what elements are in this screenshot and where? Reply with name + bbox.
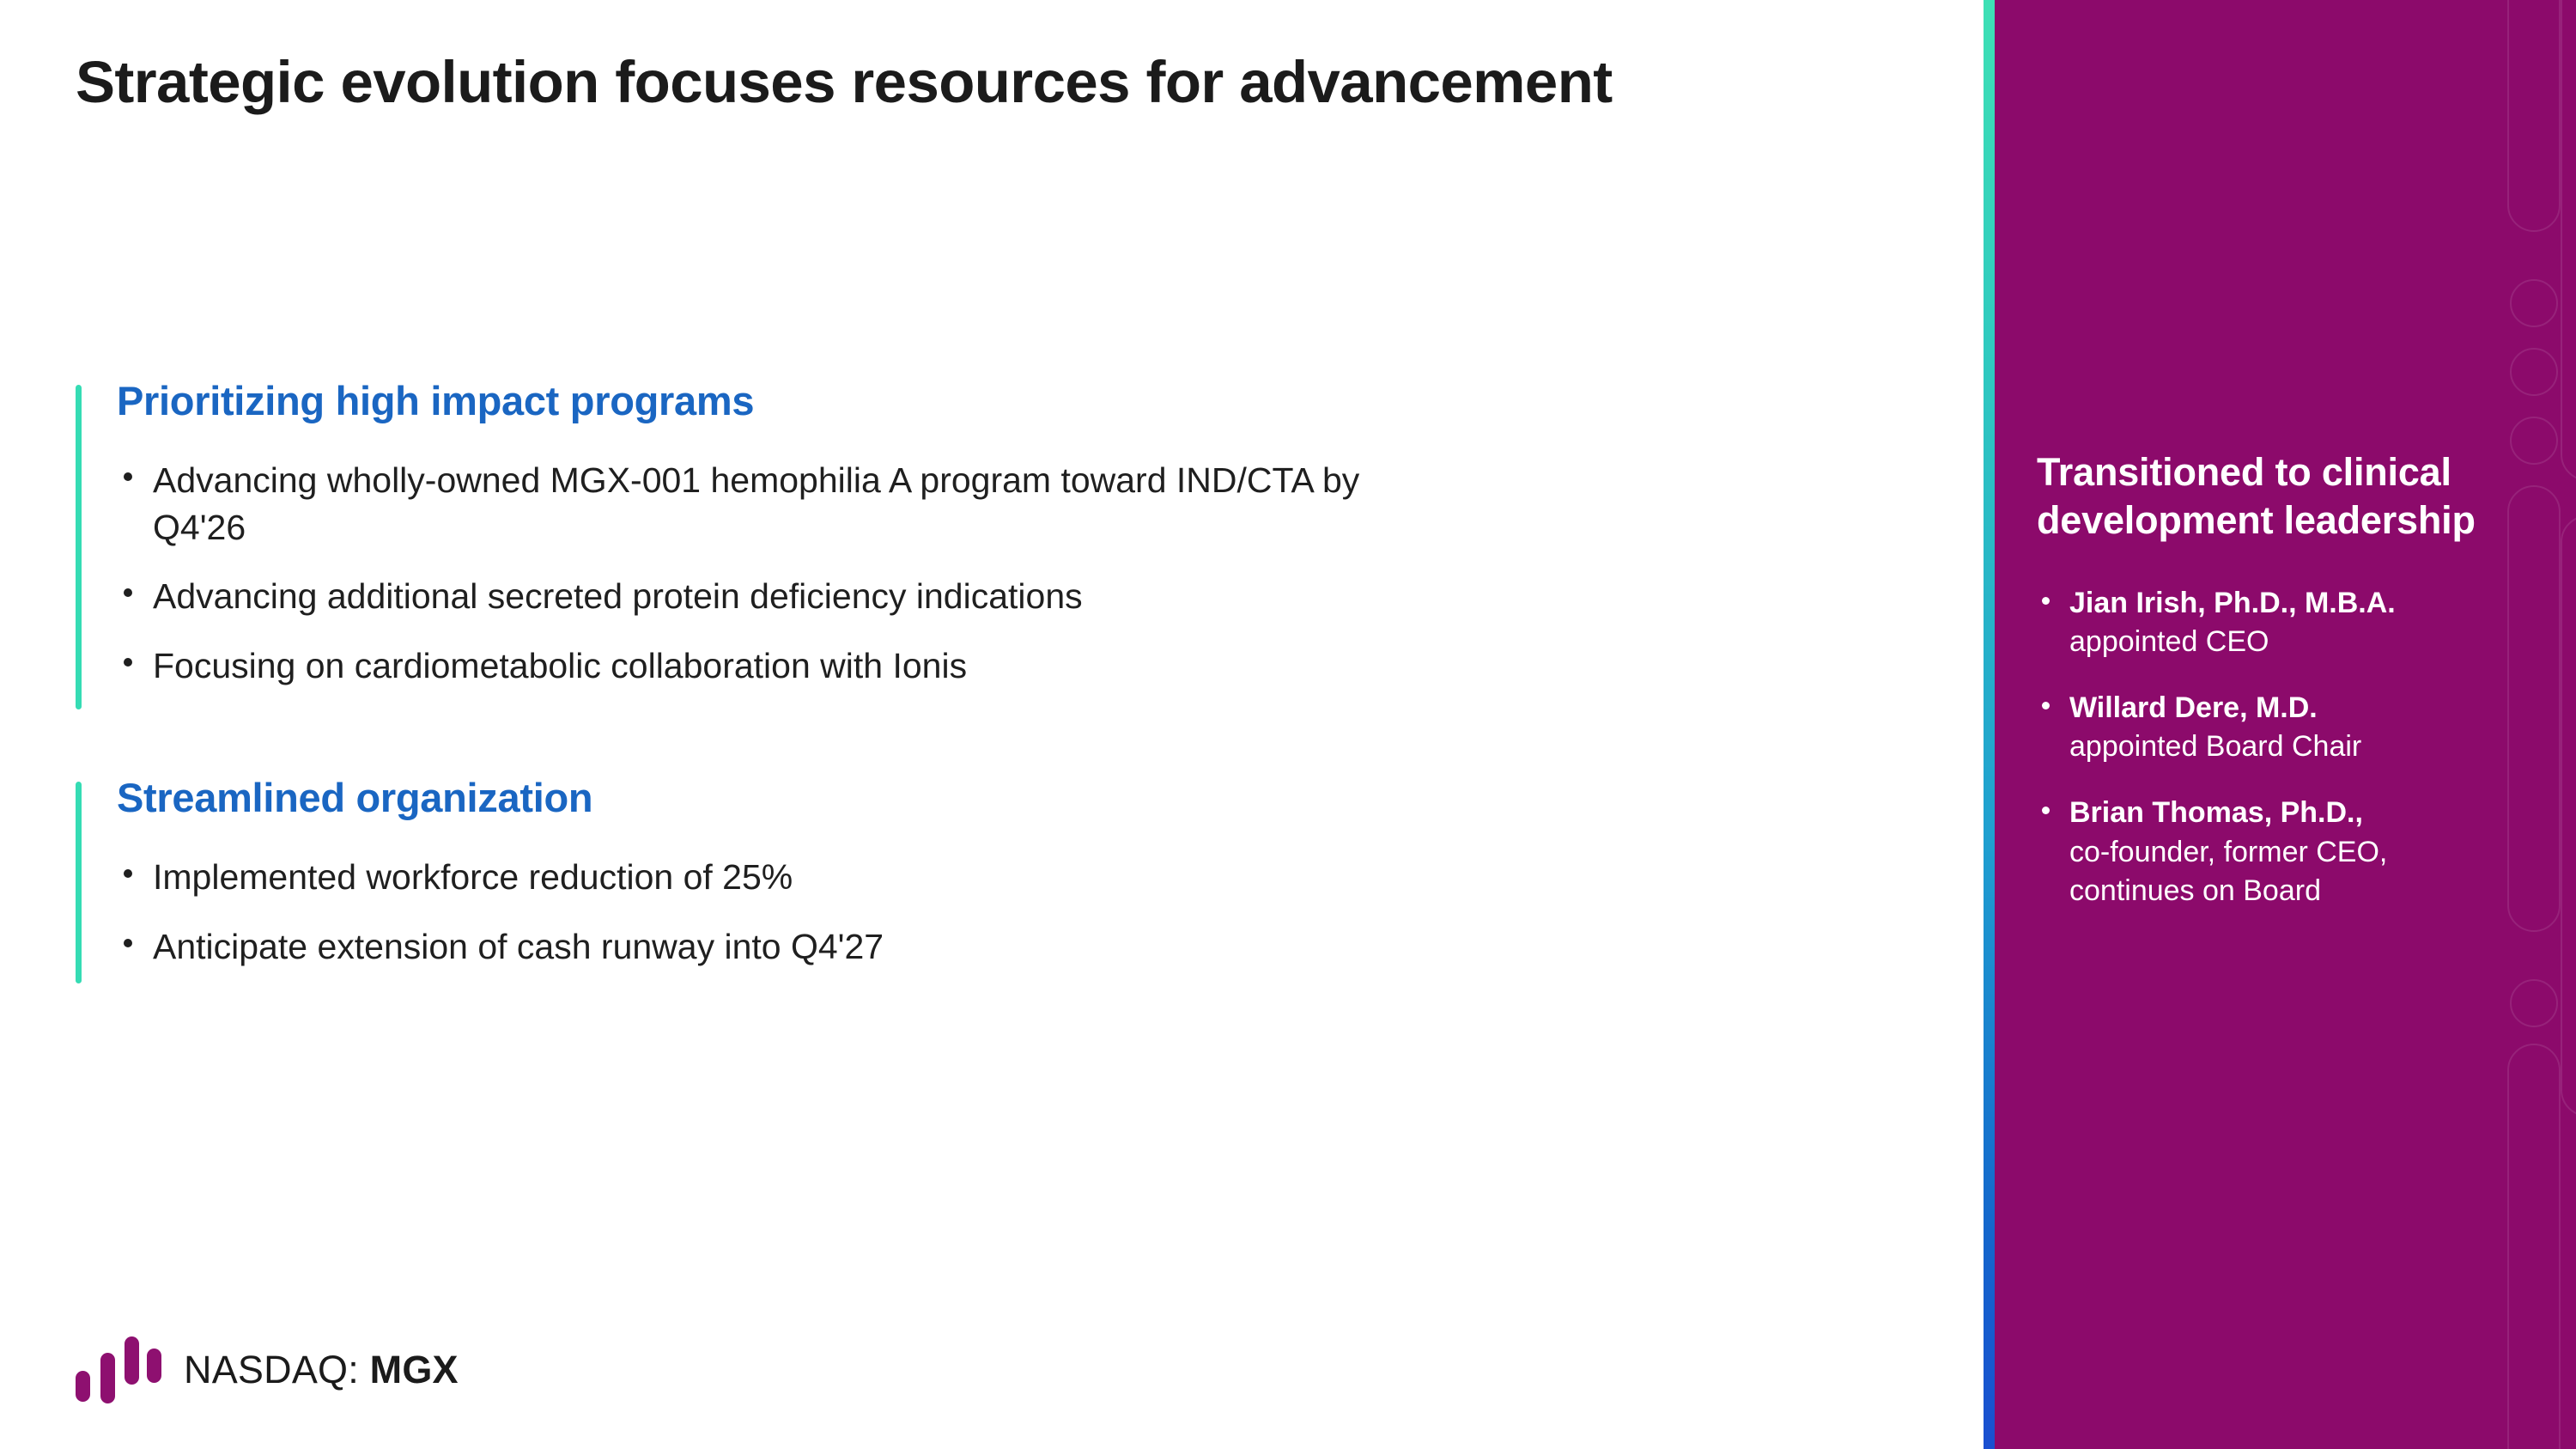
list-item-text: Implemented workforce reduction of 25% bbox=[153, 857, 793, 898]
list-item bbox=[117, 854, 1362, 901]
bullet-dot-icon bbox=[2042, 597, 2050, 605]
nasdaq-ticker-label bbox=[184, 1348, 459, 1392]
section-heading: Streamlined organization bbox=[117, 775, 593, 821]
list-item bbox=[117, 457, 1362, 551]
ticker-symbol: MGX bbox=[369, 1348, 459, 1391]
nasdaq-ticker-footer bbox=[76, 1336, 459, 1403]
section-heading: Prioritizing high impact programs bbox=[117, 378, 755, 423]
panel-heading: Transitioned to clinical development leadership bbox=[2037, 450, 2476, 542]
person-name: Willard Dere, M.D. bbox=[2069, 691, 2318, 725]
bullet-dot-icon bbox=[2042, 702, 2050, 709]
panel-content bbox=[2037, 448, 2505, 910]
leadership-list bbox=[2037, 584, 2505, 911]
bullet-dot-icon bbox=[124, 658, 132, 667]
accent-bar-icon bbox=[76, 782, 82, 983]
page-title: Strategic evolution focuses resources for advancement bbox=[76, 49, 1613, 115]
list-item-text: Focusing on cardiometabolic collaboration with Ionis bbox=[153, 645, 968, 685]
list-item bbox=[2037, 584, 2505, 661]
person-role: co-founder, former CEO, continues on Board bbox=[2069, 835, 2388, 907]
list-item bbox=[2037, 689, 2505, 766]
exchange-label: NASDAQ: bbox=[184, 1348, 359, 1391]
bullet-dot-icon bbox=[124, 939, 132, 947]
section-streamlined-organization bbox=[76, 775, 1862, 970]
bullet-list bbox=[117, 457, 1862, 689]
list-item bbox=[117, 642, 1362, 690]
section-prioritizing-high-impact-programs bbox=[76, 378, 1862, 689]
right-highlight-panel bbox=[1984, 0, 2576, 1449]
list-item bbox=[117, 923, 1362, 971]
bullet-dot-icon bbox=[124, 588, 132, 597]
list-item bbox=[2037, 794, 2505, 910]
list-item-text: Advancing additional secreted protein deficiency indications bbox=[153, 576, 1083, 617]
person-name: Brian Thomas, Ph.D., bbox=[2069, 796, 2363, 830]
left-content-column bbox=[76, 378, 1862, 970]
bullet-dot-icon bbox=[124, 472, 132, 481]
list-item bbox=[117, 573, 1362, 620]
person-role: appointed CEO bbox=[2069, 624, 2269, 658]
accent-bar-icon bbox=[76, 385, 82, 709]
bullet-list bbox=[117, 854, 1862, 970]
bullet-dot-icon bbox=[2042, 807, 2050, 814]
person-role: appointed Board Chair bbox=[2069, 730, 2362, 764]
list-item-text: Anticipate extension of cash runway into Q4'27 bbox=[153, 926, 884, 966]
person-name: Jian Irish, Ph.D., M.B.A. bbox=[2069, 586, 2396, 619]
bullet-dot-icon bbox=[124, 869, 132, 878]
gradient-stripe-icon bbox=[1984, 0, 1995, 1449]
mgx-bars-logo-icon bbox=[76, 1336, 155, 1403]
list-item-text: Advancing wholly-owned MGX-001 hemophilia A program toward IND/CTA by Q4'26 bbox=[153, 460, 1360, 547]
